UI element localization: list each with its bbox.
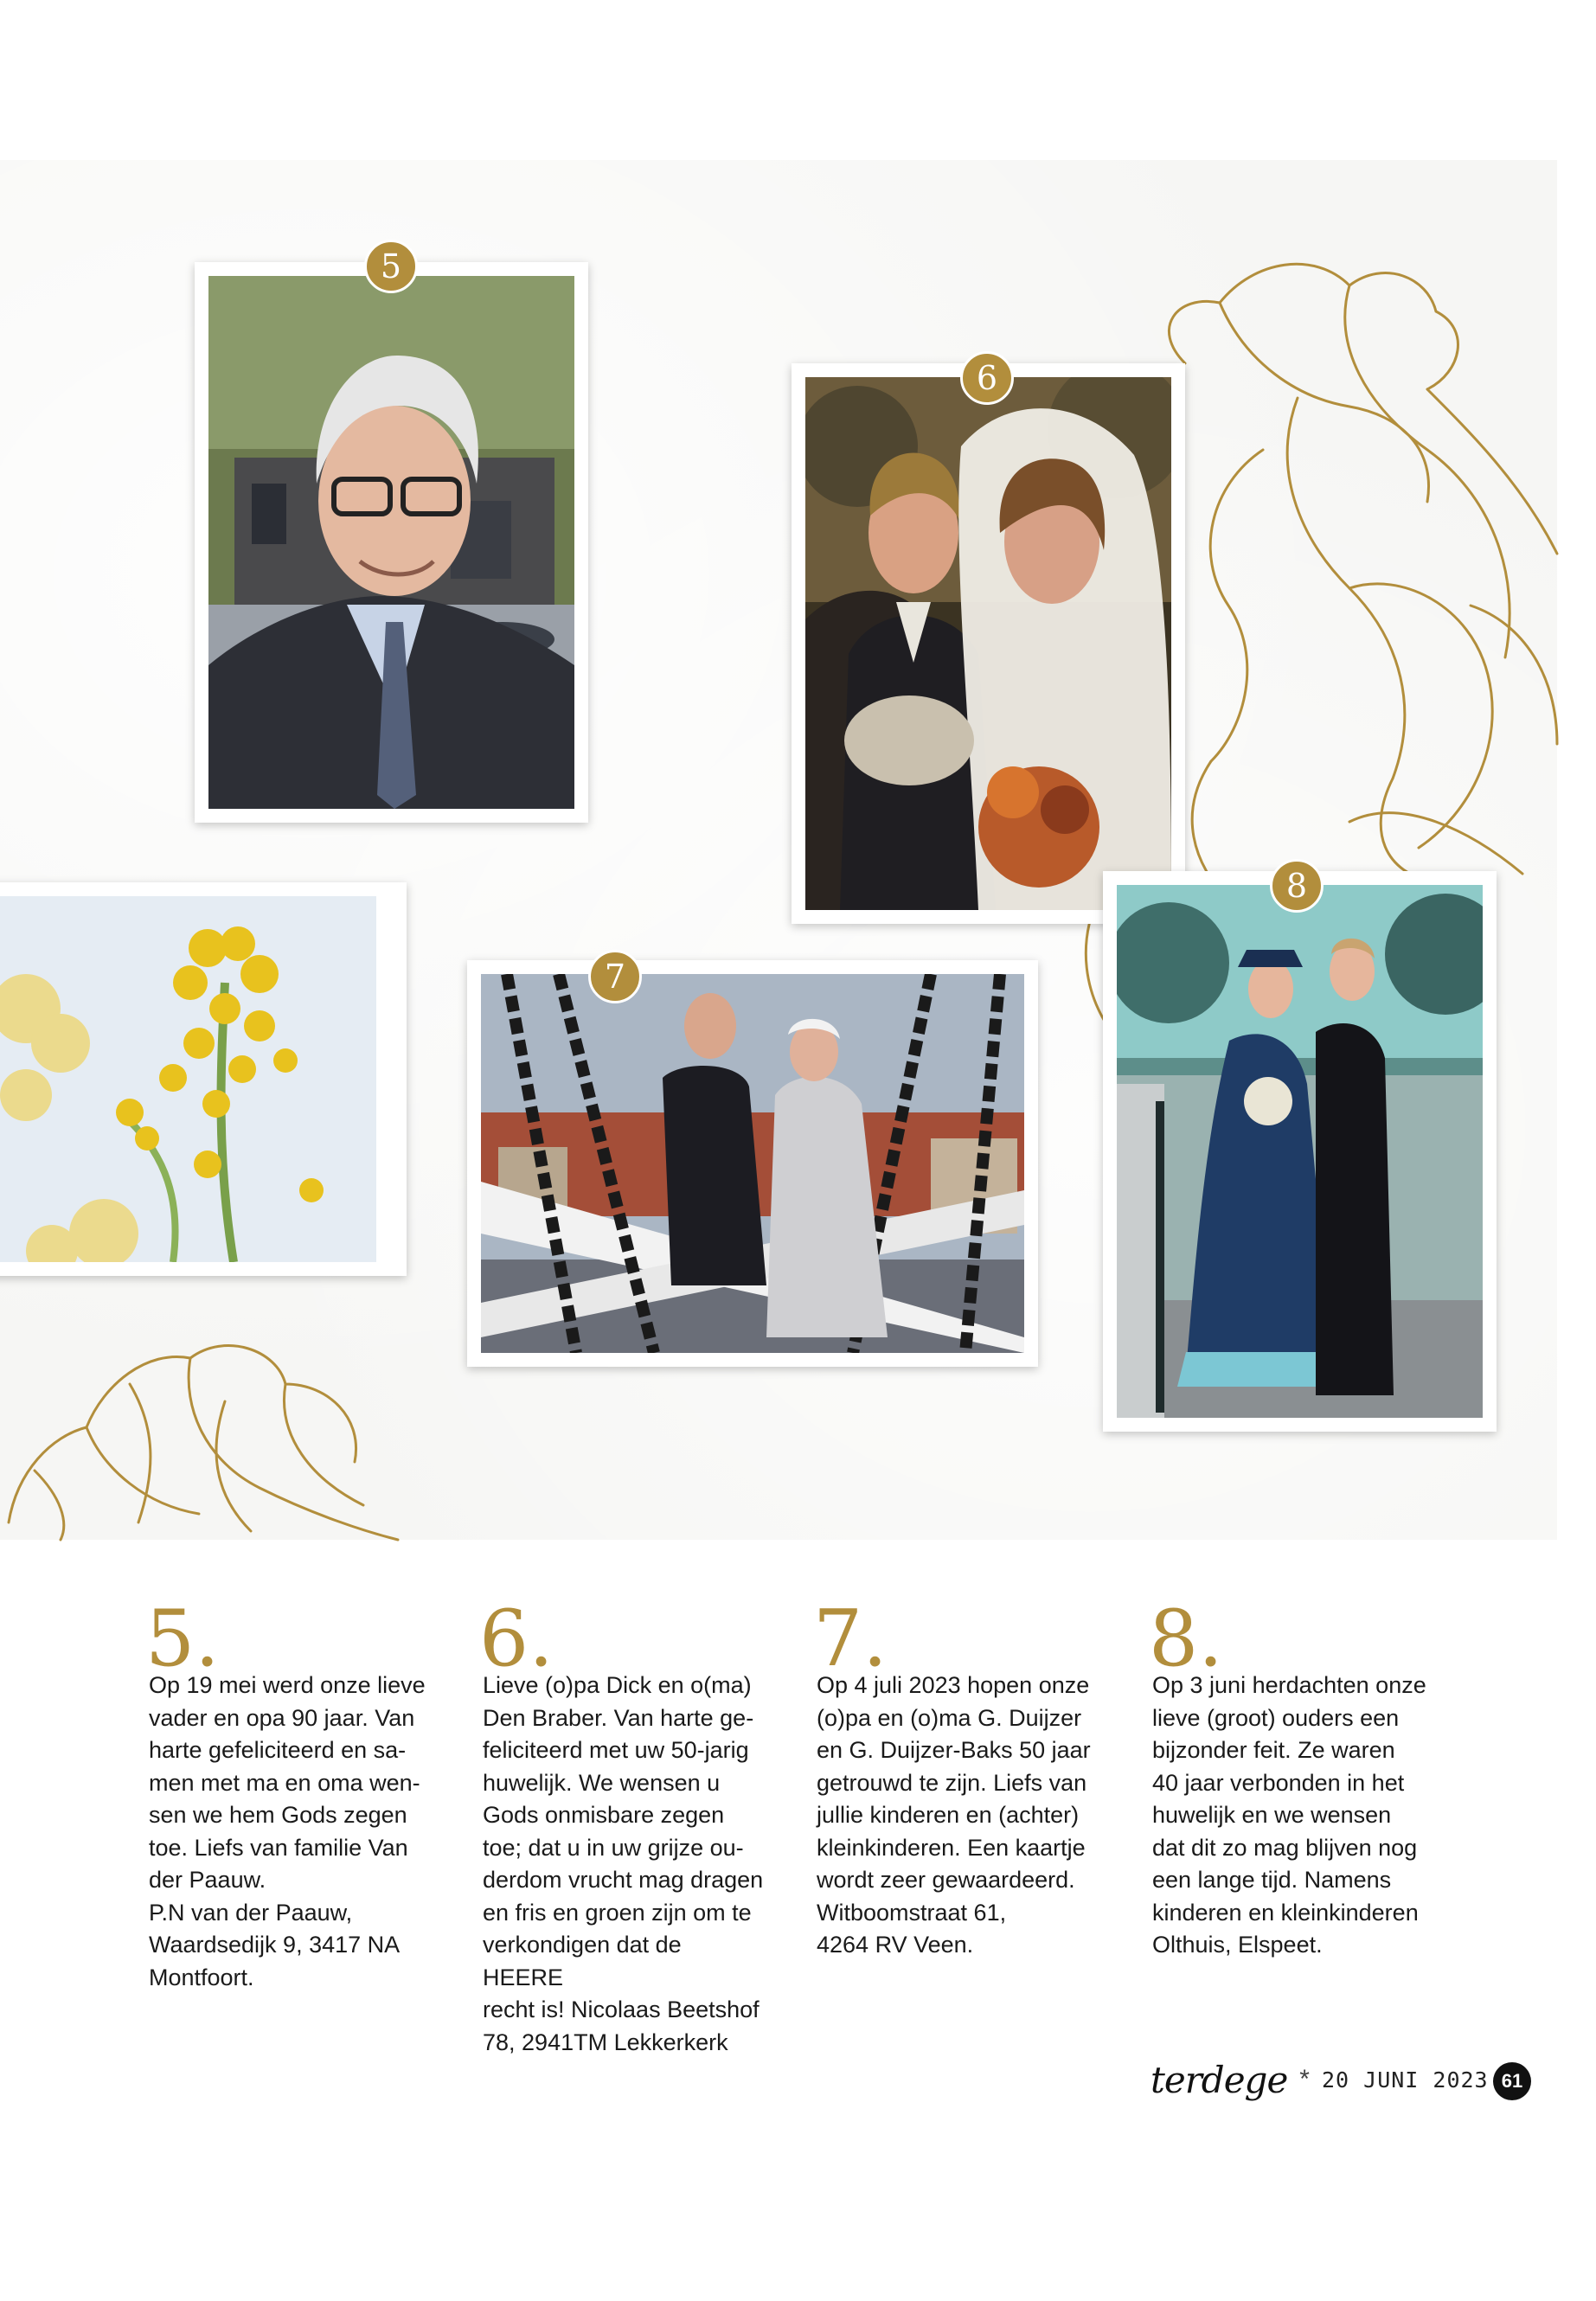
entry-text: Lieve (o)pa Dick en o(ma) Den Braber. Van harte ge- feliciteerd met uw 50-jarig huwelijk. We wensen u Gods onmisbare zegen toe; dat u in uw grijze ou- derdom vrucht mag dragen en fris en groen zijn om te verkondigen dat de HEERE recht is! Nicolaas Beetshof 78, 2941TM Lekkerkerk	[483, 1672, 764, 2055]
entry-text: Op 4 juli 2023 hopen onze (o)pa en (o)ma G. Duijzer en G. Duijzer-Baks 50 jaar getrouwd te zijn. Liefs van jullie kinderen en (achter) kleinkinderen. Een kaartje wordt zeer gewaardeerd. Witboomstraat 61, 4264 RV Veen.	[817, 1672, 1091, 1958]
entry-number: 6.	[479, 1593, 554, 1684]
photo-badge-5: 5	[364, 240, 418, 293]
entry-5	[145, 1593, 430, 1994]
photo-badge-6: 6	[960, 351, 1014, 405]
photo-wedding-couple-vintage	[805, 377, 1171, 910]
footer-separator: *	[1299, 2065, 1310, 2093]
entry-number: 5.	[145, 1593, 220, 1684]
entry-6	[479, 1593, 764, 2059]
photo-badge-8: 8	[1270, 859, 1324, 913]
entry-text: Op 3 juni herdachten onze lieve (groot) ouders een bijzonder feit. Ze waren 40 jaar verbonden in het huwelijk en we wensen dat dit zo mag blijven nog een lange tijd. Namens kinderen en kleinkinderen Olthuis, Elspeet.	[1152, 1672, 1426, 1958]
photo-couple-on-bridge	[481, 974, 1024, 1353]
photo-wedding-couple-blue-dress	[1117, 885, 1483, 1418]
page-number: 61	[1493, 2062, 1531, 2100]
photo-badge-7: 7	[588, 950, 642, 1003]
issue-date: 20 JUNI 2023	[1321, 2067, 1489, 2093]
photo-portrait-elderly-man	[208, 276, 574, 809]
entry-number: 8.	[1149, 1593, 1223, 1684]
entry-7	[813, 1593, 1098, 1962]
entry-8	[1149, 1593, 1433, 1962]
page-footer	[1151, 2054, 1489, 2106]
entry-text: Op 19 mei werd onze lieve vader en opa 90 jaar. Van harte gefeliciteerd en sa- men met ma en oma wen- sen we hem Gods zegen toe. Liefs van familie Van der Paauw. P.N van der Paauw, Waardsedijk 9, 3417 NA Montfoort.	[149, 1672, 426, 1990]
photo-frame-6	[792, 359, 1185, 924]
photo-yellow-flowers	[0, 896, 376, 1262]
entry-number: 7.	[813, 1593, 888, 1684]
magazine-brand: terdege	[1151, 2058, 1288, 2101]
photo-frame-7	[467, 960, 1038, 1367]
photo-frame-8	[1103, 867, 1497, 1432]
photo-frame-flowers	[0, 882, 407, 1276]
photo-frame-5	[195, 247, 588, 823]
